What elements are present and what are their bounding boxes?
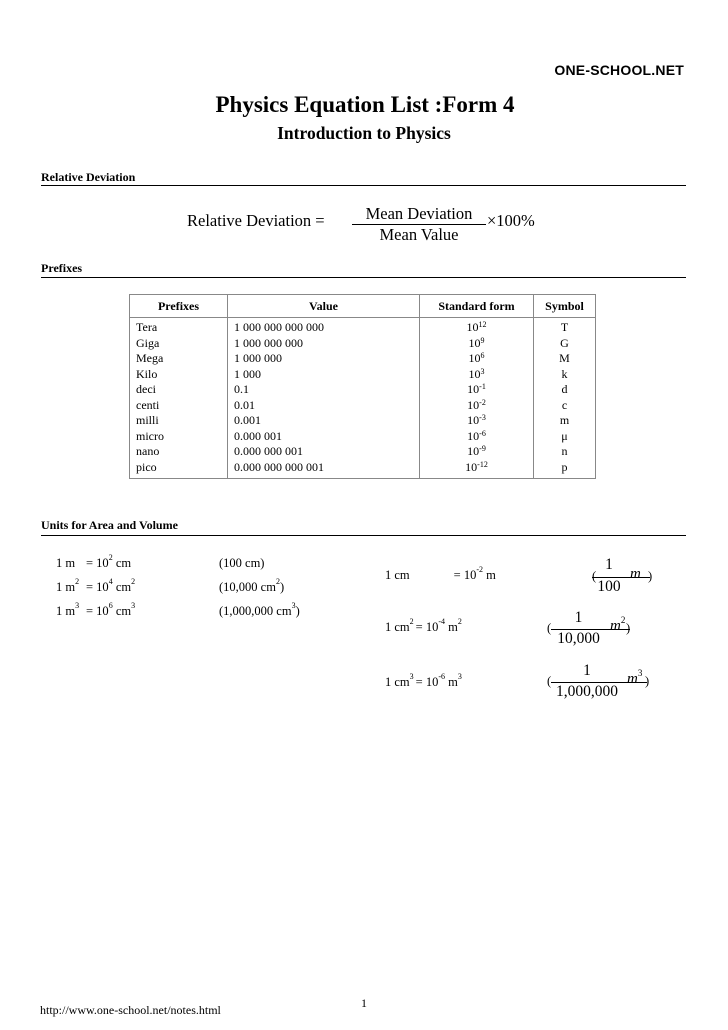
unit-eq-unit-exponent: 3 xyxy=(457,672,462,681)
unit-equivalent xyxy=(453,565,496,582)
unit-eq-text: = 10 xyxy=(86,556,109,570)
prefix-standard-form xyxy=(420,318,534,336)
open-paren: ( xyxy=(592,569,597,583)
standard-form-base: 10 xyxy=(468,335,481,350)
prefix-value: 0.001 xyxy=(228,413,420,429)
standard-form-exponent: -2 xyxy=(479,397,486,407)
unit-note-text: (100 cm) xyxy=(219,556,265,570)
fraction-variable xyxy=(630,566,641,583)
table-row xyxy=(130,318,596,336)
prefix-value: 0.01 xyxy=(228,398,420,414)
fraction-variable-text: m xyxy=(630,566,641,582)
unit-conversion-row xyxy=(56,601,356,622)
table-row xyxy=(130,382,596,398)
prefix-symbol: d xyxy=(534,382,596,398)
prefix-standard-form xyxy=(420,367,534,383)
unit-eq-text: = 10 xyxy=(86,580,109,594)
table-row xyxy=(130,367,596,383)
prefix-name: Tera xyxy=(130,318,228,336)
unit-lhs xyxy=(56,556,75,571)
formula-lhs: Relative Deviation = xyxy=(187,211,325,230)
prefix-value: 1 000 000 000 xyxy=(228,336,420,352)
prefix-standard-form xyxy=(420,351,534,367)
prefix-value: 1 000 000 000 000 xyxy=(228,318,420,336)
standard-form-base: 10 xyxy=(465,459,478,474)
unit-eq-exponent: 6 xyxy=(108,601,113,610)
section-heading-relative-deviation: Relative Deviation xyxy=(41,170,136,184)
standard-form-base: 10 xyxy=(467,428,480,443)
table-row xyxy=(130,444,596,460)
close-paren: ) xyxy=(626,621,631,635)
column-header-standard-form: Standard form xyxy=(420,295,534,318)
unit-eq-text: = 10 xyxy=(86,604,109,618)
standard-form-exponent: -9 xyxy=(479,444,486,454)
prefix-standard-form xyxy=(420,429,534,445)
unit-equivalent xyxy=(86,577,136,595)
standard-form-exponent: 9 xyxy=(480,335,485,345)
prefix-name: Giga xyxy=(130,336,228,352)
unit-eq-unit-exponent: 2 xyxy=(457,617,462,626)
page-subtitle-text: Introduction to Physics xyxy=(277,123,451,143)
standard-form-base: 10 xyxy=(468,366,481,381)
unit-conversion-row xyxy=(385,672,462,690)
unit-conversion-row xyxy=(56,577,356,598)
unit-eq-text: = 10 xyxy=(415,675,439,689)
fraction-variable-text: m xyxy=(610,618,621,634)
table-row xyxy=(130,336,596,352)
unit-eq-unit: m xyxy=(448,675,458,689)
prefix-standard-form xyxy=(420,398,534,414)
prefix-symbol: k xyxy=(534,367,596,383)
unit-conversion-row xyxy=(56,553,356,574)
unit-eq-unit: cm xyxy=(115,604,132,618)
prefix-name: centi xyxy=(130,398,228,414)
open-paren: ( xyxy=(547,674,552,688)
unit-lhs-text: 1 m xyxy=(56,580,76,594)
unit-lhs-text: 1 cm xyxy=(385,675,410,689)
fraction-denominator: 100 xyxy=(597,578,621,595)
fraction-numerator: 1 xyxy=(583,662,591,679)
table-row xyxy=(130,460,596,479)
prefix-symbol: M xyxy=(534,351,596,367)
standard-form-exponent: -12 xyxy=(477,459,488,469)
page-title-text: Physics Equation List :Form 4 xyxy=(215,92,515,117)
prefix-value: 0.1 xyxy=(228,382,420,398)
unit-eq-unit: cm xyxy=(115,580,132,594)
unit-equivalent xyxy=(86,553,132,571)
fraction-variable xyxy=(627,668,643,688)
standard-form-exponent: -1 xyxy=(479,382,486,392)
unit-lhs-text: 1 m xyxy=(56,556,76,570)
prefix-name: micro xyxy=(130,429,228,445)
standard-form-base: 10 xyxy=(467,382,480,397)
prefix-symbol: μ xyxy=(534,429,596,445)
standard-form-base: 10 xyxy=(467,397,480,412)
unit-lhs xyxy=(56,577,80,595)
unit-lhs-exponent: 2 xyxy=(75,577,80,586)
prefix-value: 0.000 001 xyxy=(228,429,420,445)
unit-eq-unit: cm xyxy=(115,556,132,570)
page-subtitle xyxy=(0,123,728,144)
standard-form-exponent: 12 xyxy=(478,320,487,330)
section-rule xyxy=(41,185,686,186)
page-title xyxy=(0,92,728,118)
prefix-symbol: p xyxy=(534,460,596,479)
unit-eq-exponent: 4 xyxy=(108,577,113,586)
prefix-value: 1 000 xyxy=(228,367,420,383)
standard-form-exponent: -6 xyxy=(479,428,486,438)
prefix-symbol: n xyxy=(534,444,596,460)
prefixes-table xyxy=(129,294,596,479)
close-paren: ) xyxy=(645,674,650,688)
unit-eq-exponent: 2 xyxy=(108,553,113,562)
unit-lhs-text: 1 m xyxy=(56,604,76,618)
unit-lhs-text: 1 cm xyxy=(385,568,410,582)
unit-note xyxy=(219,556,264,571)
standard-form-base: 10 xyxy=(467,444,480,459)
unit-eq-exponent: -4 xyxy=(438,617,446,626)
prefix-name: deci xyxy=(130,382,228,398)
prefix-standard-form xyxy=(420,382,534,398)
prefix-value: 1 000 000 xyxy=(228,351,420,367)
unit-eq-text: = 10 xyxy=(453,568,477,582)
prefixes-table-body xyxy=(130,318,596,479)
footer-url: http://www.one-school.net/notes.html xyxy=(40,1003,221,1017)
fraction-variable xyxy=(610,615,626,635)
unit-eq-exponent: -2 xyxy=(476,565,484,574)
fraction-variable-exponent: 2 xyxy=(620,615,626,625)
unit-lhs-exponent: 3 xyxy=(409,672,414,681)
unit-eq-unit-exponent: 2 xyxy=(131,577,136,586)
prefix-standard-form xyxy=(420,336,534,352)
formula-numerator: Mean Deviation xyxy=(365,204,473,223)
fraction-variable-text: m xyxy=(627,671,638,687)
prefix-symbol: T xyxy=(534,318,596,336)
site-name: ONE-SCHOOL.NET xyxy=(554,62,684,78)
fraction-variable-exponent: 3 xyxy=(637,668,643,678)
table-row xyxy=(130,429,596,445)
column-header-value: Value xyxy=(228,295,420,318)
unit-note-text: (1,000,000 cm xyxy=(219,604,292,618)
table-row xyxy=(130,398,596,414)
section-heading-units: Units for Area and Volume xyxy=(41,518,178,532)
unit-eq-unit: m xyxy=(486,568,496,582)
section-rule xyxy=(41,277,686,278)
unit-note-exponent: 2 xyxy=(275,577,280,586)
unit-note-exponent: 3 xyxy=(291,601,296,610)
prefix-value: 0.000 000 001 xyxy=(228,444,420,460)
unit-conversion-row xyxy=(385,617,462,635)
prefix-symbol: m xyxy=(534,413,596,429)
prefix-value: 0.000 000 000 001 xyxy=(228,460,420,479)
formula-denominator: Mean Value xyxy=(379,225,459,244)
prefix-symbol: c xyxy=(534,398,596,414)
unit-lhs-text: 1 cm xyxy=(385,620,410,634)
unit-note-close: ) xyxy=(295,604,300,618)
fraction-denominator: 1,000,000 xyxy=(556,683,618,700)
fraction-numerator: 1 xyxy=(605,556,613,573)
unit-lhs-exponent: 3 xyxy=(75,601,80,610)
page-number: 1 xyxy=(361,996,367,1010)
unit-eq-unit: m xyxy=(448,620,458,634)
unit-equivalent xyxy=(415,672,462,689)
formula-multiplier: ×100% xyxy=(487,211,535,230)
fraction-denominator: 10,000 xyxy=(557,630,600,647)
prefix-name: pico xyxy=(130,460,228,479)
table-header-row xyxy=(130,295,596,318)
section-heading-prefixes: Prefixes xyxy=(41,261,83,275)
unit-equivalent xyxy=(86,601,136,619)
table-row xyxy=(130,351,596,367)
unit-conversion-row xyxy=(385,565,496,583)
close-paren: ) xyxy=(648,569,653,583)
standard-form-base: 10 xyxy=(467,413,480,428)
prefix-name: Mega xyxy=(130,351,228,367)
column-header-symbol: Symbol xyxy=(534,295,596,318)
unit-note xyxy=(219,601,300,619)
open-paren: ( xyxy=(547,621,552,635)
fraction-numerator: 1 xyxy=(574,609,583,626)
prefix-standard-form xyxy=(420,413,534,429)
standard-form-base: 10 xyxy=(468,351,481,366)
standard-form-exponent: -3 xyxy=(479,413,486,423)
prefix-symbol: G xyxy=(534,336,596,352)
section-rule xyxy=(41,535,686,536)
standard-form-exponent: 3 xyxy=(480,366,485,376)
column-header-prefixes: Prefixes xyxy=(130,295,228,318)
unit-note-close: ) xyxy=(279,580,285,594)
unit-lhs-exponent: 2 xyxy=(409,617,414,626)
unit-eq-exponent: -6 xyxy=(438,672,446,681)
prefix-name: Kilo xyxy=(130,367,228,383)
unit-equivalent xyxy=(415,617,462,634)
unit-note-text: (10,000 cm xyxy=(219,580,276,594)
prefix-name: nano xyxy=(130,444,228,460)
standard-form-exponent: 6 xyxy=(480,351,485,361)
unit-lhs xyxy=(56,601,80,619)
unit-eq-unit-exponent: 3 xyxy=(131,601,136,610)
prefix-standard-form xyxy=(420,460,534,479)
prefix-name: milli xyxy=(130,413,228,429)
standard-form-base: 10 xyxy=(466,320,479,335)
prefix-standard-form xyxy=(420,444,534,460)
table-row xyxy=(130,413,596,429)
unit-note xyxy=(219,577,285,595)
unit-eq-text: = 10 xyxy=(415,620,439,634)
